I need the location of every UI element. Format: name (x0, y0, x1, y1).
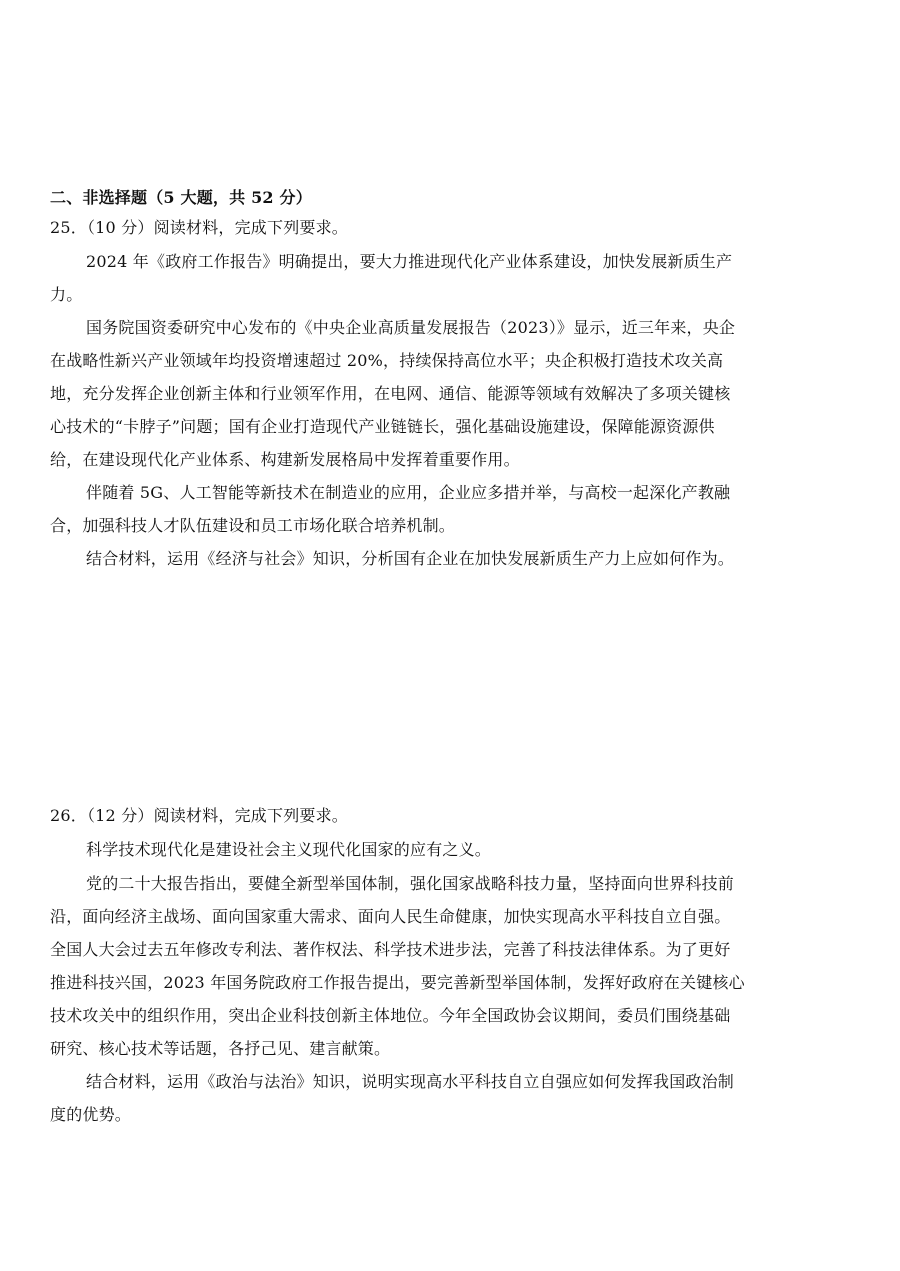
q26-task-line1: 结合材料，运用《政治与法治》知识，说明实现高水平科技自立自强应如何发挥我国政治制 (86, 1072, 735, 1091)
q25-p2-line4: 心技术的“卡脖子”问题；国有企业打造现代产业链链长，强化基础设施建设，保障能源资源供 (50, 417, 715, 436)
q26-p2-line6: 研究、核心技术等话题，各抒己见、建言献策。 (50, 1039, 391, 1058)
q26-p2-line2: 沿，面向经济主战场、面向国家重大需求、面向人民生命健康，加快实现高水平科技自立自强。 (50, 907, 731, 926)
q26-task-line2: 度的优势。 (50, 1105, 132, 1124)
q25-p2-line3: 地，充分发挥企业创新主体和行业领军作用，在电网、通信、能源等领域有效解决了多项关键核 (50, 384, 731, 403)
q26-p2-line4: 推进科技兴国，2023 年国务院政府工作报告提出，要完善新型举国体制，发挥好政府在关键核心 (50, 973, 745, 992)
q26-p1: 科学技术现代化是建设社会主义现代化国家的应有之义。 (86, 840, 492, 859)
q25-p2-line2: 在战略性新兴产业领域年均投资增速超过 20%，持续保持高位水平；央企积极打造技术攻关高 (50, 351, 724, 370)
q25-p2-line5: 给，在建设现代化产业体系、构建新发展格局中发挥着重要作用。 (50, 450, 520, 469)
q26-p2-line5: 技术攻关中的组织作用，突出企业科技创新主体地位。今年全国政协会议期间，委员们围绕基础 (50, 1006, 731, 1025)
q25-p3-line2: 合，加强科技人才队伍建设和员工市场化联合培养机制。 (50, 516, 456, 535)
q25-title: 25．（10 分）阅读材料，完成下列要求。 (50, 218, 349, 237)
q25-p3-line1: 伴随着 5G、人工智能等新技术在制造业的应用，企业应多措并举，与高校一起深化产教融 (86, 483, 731, 502)
q25-p1-line2: 力。 (50, 285, 83, 304)
q26-title: 26．（12 分）阅读材料，完成下列要求。 (50, 806, 349, 825)
q25-p2-line1: 国务院国资委研究中心发布的《中央企业高质量发展报告（2023）》显示，近三年来，央企 (86, 318, 736, 337)
q25-p1-line1: 2024 年《政府工作报告》明确提出，要大力推进现代化产业体系建设，加快发展新质生产 (86, 252, 733, 271)
section-heading: 二、非选择题（5 大题，共 52 分） (50, 188, 312, 207)
q25-task: 结合材料，运用《经济与社会》知识，分析国有企业在加快发展新质生产力上应如何作为。 (86, 549, 735, 568)
q26-p2-line3: 全国人大会过去五年修改专利法、著作权法、科学技术进步法，完善了科技法律体系。为了更好 (50, 940, 731, 959)
q26-p2-line1: 党的二十大报告指出，要健全新型举国体制，强化国家战略科技力量，坚持面向世界科技前 (86, 874, 735, 893)
